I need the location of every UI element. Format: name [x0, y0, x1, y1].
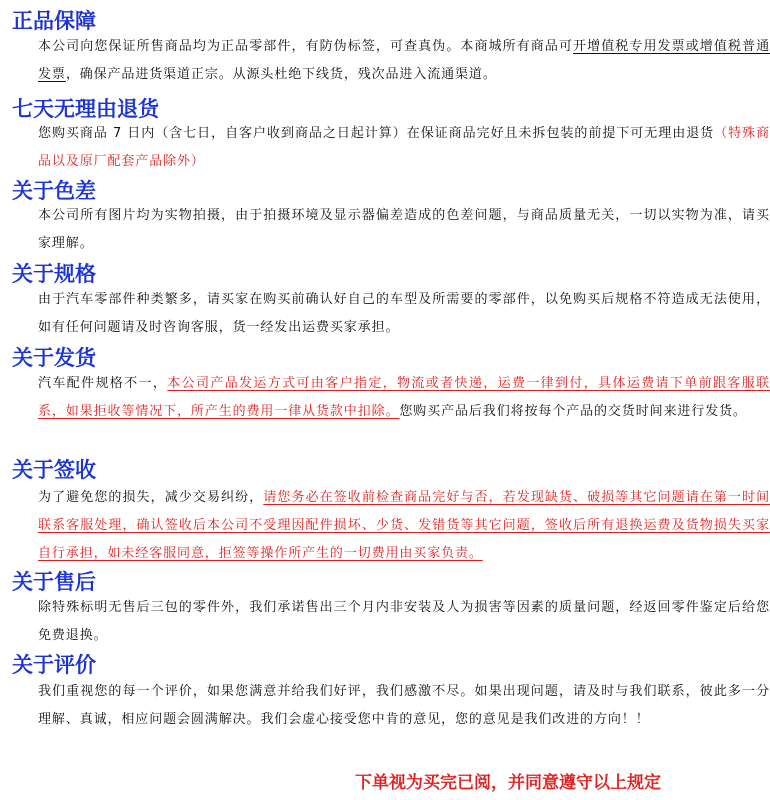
- section-body-shipping: [10, 370, 770, 426]
- body-text: 本公司向您保证所售商品均为正品零部件，有防伪标签，可查真伪。本商城所有商品可: [38, 39, 574, 54]
- returns-exception-note: （特殊商品以及原厂配套产品除外）: [38, 126, 770, 169]
- section-body-spec: 由于汽车零部件种类繁多，请买家在购买前确认好自己的车型及所需要的零部件，以免购买后规格不符造成无法使用，如有任何问题请及时咨询客服，货一经发出运费买家承担。: [38, 292, 770, 335]
- body-text: ，确保产品进货渠道正宗。从源头杜绝下线货，残次品进入流通渠道。: [65, 67, 497, 82]
- section-title-returns: 七天无理由退货: [12, 97, 159, 121]
- section-title-color: 关于色差: [12, 179, 96, 203]
- section-title-signing: 关于签收: [12, 458, 96, 482]
- section-title-shipping: 关于发货: [12, 346, 96, 370]
- section-body-authentic: [10, 33, 770, 89]
- section-body-returns: [10, 120, 770, 176]
- body-text: 汽车配件规格不一，: [38, 376, 168, 391]
- section-body-aftersales: 除特殊标明无售后三包的零件外，我们承诺售出三个月内非安装及人为损害等因素的质量问题，经返回零件鉴定后给您免费退换。: [38, 600, 770, 643]
- section-title-aftersales: 关于售后: [12, 570, 96, 594]
- invoice-note: 开增值税专用发票或增值税普通发票: [38, 39, 770, 82]
- body-text: 为了避免您的损失，减少交易纠纷，: [38, 490, 264, 505]
- signing-terms-note: 请您务必在签收前检查商品完好与否，若发现缺货、破损等其它问题请在第一时间联系客服处理，确认签收后本公司不受理因配件损坏、少货、发错货等其它问题，签收后所有退换运费及货物损失买家自行承担，如未经客服同意，拒签等操作所产生的一切费用由买家负责。: [38, 490, 770, 561]
- section-body-color: 本公司所有图片均为实物拍摄，由于拍摄环境及显示器偏差造成的色差问题，与商品质量无关，一切以实物为准，请买家理解。: [38, 208, 770, 251]
- section-body-review: 我们重视您的每一个评价，如果您满意并给我们好评，我们感激不尽。如果出现问题，请及时与我们联系，彼此多一分理解、真诚，相应问题会圆满解决。我们会虚心接受您中肯的意见，您的意见是我们改进的方向！！: [38, 684, 770, 727]
- section-title-review: 关于评价: [12, 653, 96, 677]
- body-text: 您购买产品后我们将按每个产品的交货时间来进行发货。: [399, 404, 747, 419]
- section-body-signing: [10, 484, 770, 568]
- agreement-footer: 下单视为买完已阅，并同意遵守以上规定: [355, 773, 661, 793]
- shipping-terms-note: 本公司产品发运方式可由客户指定，物流或者快递，运费一律到付，具体运费请下单前跟客服联系，如果拒收等情况下，所产生的费用一律从货款中扣除。: [38, 376, 770, 419]
- section-title-authentic: 正品保障: [12, 9, 96, 33]
- body-text: 您购买商品 7 日内（含七日，自客户收到商品之日起计算）在保证商品完好且未拆包装的前提下可无理由退货: [38, 126, 715, 141]
- section-title-spec: 关于规格: [12, 262, 96, 286]
